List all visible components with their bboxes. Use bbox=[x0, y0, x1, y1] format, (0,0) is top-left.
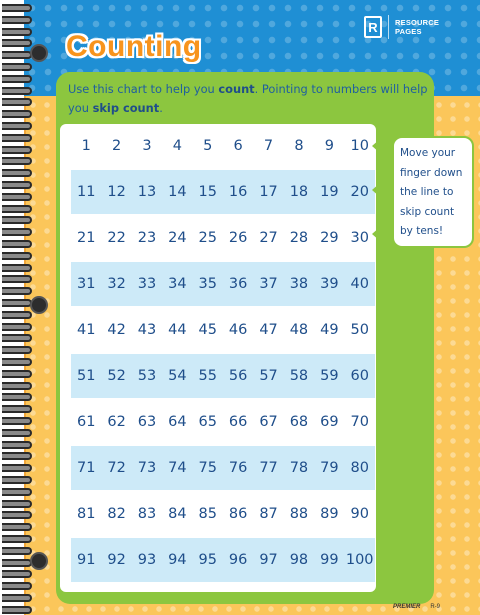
resource-logo-icon: R bbox=[364, 16, 382, 38]
number-cell: 65 bbox=[198, 414, 217, 430]
number-cell: 16 bbox=[228, 184, 248, 200]
number-cell: 72 bbox=[107, 460, 126, 476]
resource-pages-badge bbox=[364, 10, 466, 44]
number-cell: 31 bbox=[76, 276, 96, 292]
spiral-coil bbox=[2, 4, 32, 12]
number-cell: 88 bbox=[289, 506, 309, 522]
chart-row bbox=[71, 446, 375, 490]
page-title: Counting bbox=[66, 30, 202, 63]
spiral-coil bbox=[2, 547, 32, 555]
chart-row bbox=[71, 538, 375, 582]
number-cell: 3 bbox=[142, 138, 152, 154]
number-cell: 85 bbox=[198, 506, 217, 522]
number-cell: 82 bbox=[107, 506, 126, 522]
spiral-coil bbox=[2, 582, 32, 590]
number-cell: 55 bbox=[198, 368, 217, 384]
number-cell: 91 bbox=[76, 552, 96, 568]
page-number: R-9 bbox=[430, 604, 440, 610]
spiral-coil bbox=[2, 311, 32, 319]
spiral-coil bbox=[2, 358, 32, 366]
number-cell: 10 bbox=[350, 138, 369, 154]
spiral-coil bbox=[2, 240, 32, 248]
number-cell: 2 bbox=[111, 138, 122, 154]
number-cell: 48 bbox=[289, 322, 309, 338]
number-cell: 52 bbox=[107, 368, 126, 384]
number-cell: 59 bbox=[320, 368, 339, 384]
spiral-coil bbox=[2, 51, 32, 59]
spiral-coil bbox=[2, 535, 32, 543]
number-cell: 77 bbox=[259, 460, 278, 476]
number-cell: 74 bbox=[168, 460, 187, 476]
number-cell: 44 bbox=[168, 322, 187, 338]
number-cell: 4 bbox=[172, 138, 182, 154]
spiral-coil bbox=[2, 393, 32, 401]
number-cell: 92 bbox=[107, 552, 126, 568]
number-cell: 80 bbox=[350, 460, 369, 476]
number-cell: 61 bbox=[76, 414, 96, 430]
number-cell: 78 bbox=[289, 460, 309, 476]
number-cell: 58 bbox=[289, 368, 309, 384]
spiral-coil bbox=[2, 382, 32, 390]
number-cell: 53 bbox=[137, 368, 157, 384]
spiral-coil bbox=[2, 334, 32, 342]
spiral-coil bbox=[2, 169, 32, 177]
number-cell: 97 bbox=[259, 552, 278, 568]
chart-row bbox=[71, 170, 375, 214]
number-cell: 12 bbox=[107, 184, 126, 200]
spiral-coil bbox=[2, 63, 32, 71]
number-cell: 60 bbox=[350, 368, 369, 384]
chart-row bbox=[71, 354, 375, 398]
spiral-coil bbox=[2, 370, 32, 378]
number-cell: 98 bbox=[289, 552, 309, 568]
spiral-coil bbox=[2, 39, 32, 47]
number-cell: 100 bbox=[345, 552, 374, 568]
number-cell: 18 bbox=[289, 184, 309, 200]
number-cell: 67 bbox=[259, 414, 278, 430]
chart-row bbox=[71, 262, 375, 306]
number-cell: 11 bbox=[76, 184, 96, 200]
number-cell: 76 bbox=[228, 460, 248, 476]
number-cell: 93 bbox=[137, 552, 157, 568]
spiral-coil bbox=[2, 594, 32, 602]
number-cell: 94 bbox=[168, 552, 187, 568]
instructions-text bbox=[68, 80, 428, 118]
number-cell: 56 bbox=[228, 368, 248, 384]
spiral-coil bbox=[2, 523, 32, 531]
spiral-coil bbox=[2, 193, 32, 201]
spiral-coil bbox=[2, 146, 32, 154]
spiral-coil bbox=[2, 205, 32, 213]
number-cell: 64 bbox=[168, 414, 187, 430]
spiral-coil bbox=[2, 429, 32, 437]
number-cell: 5 bbox=[203, 138, 213, 154]
number-cell: 96 bbox=[228, 552, 248, 568]
page-footer bbox=[393, 604, 440, 610]
number-cell: 39 bbox=[320, 276, 339, 292]
publisher-logo: PREMIER bbox=[392, 604, 421, 610]
spiral-coil bbox=[2, 559, 32, 567]
spiral-coil bbox=[2, 110, 32, 118]
number-cell: 70 bbox=[350, 414, 369, 430]
instructions-bold-count: count bbox=[218, 82, 255, 96]
number-cell: 79 bbox=[320, 460, 339, 476]
number-cell: 54 bbox=[168, 368, 187, 384]
number-cell: 69 bbox=[320, 414, 339, 430]
number-cell: 95 bbox=[198, 552, 217, 568]
spiral-coil bbox=[2, 323, 32, 331]
number-cell: 75 bbox=[198, 460, 217, 476]
spiral-coil bbox=[2, 606, 32, 614]
number-cell: 63 bbox=[137, 414, 157, 430]
instructions-part1: Use this chart to help you bbox=[68, 82, 219, 96]
number-cell: 36 bbox=[228, 276, 248, 292]
spiral-coil bbox=[2, 464, 32, 472]
spiral-coil bbox=[2, 16, 32, 24]
number-cell: 8 bbox=[294, 138, 304, 154]
number-cell: 51 bbox=[76, 368, 96, 384]
spiral-coil bbox=[2, 299, 32, 307]
number-cell: 84 bbox=[168, 506, 187, 522]
spiral-coil bbox=[2, 28, 32, 36]
number-cell: 21 bbox=[76, 230, 96, 246]
spiral-coil bbox=[2, 511, 32, 519]
number-cell: 9 bbox=[324, 138, 334, 154]
chart-row bbox=[71, 492, 375, 536]
number-cell: 22 bbox=[107, 230, 126, 246]
spiral-coil bbox=[2, 476, 32, 484]
spiral-coil bbox=[2, 452, 32, 460]
hundreds-chart bbox=[60, 124, 376, 592]
binder-hole bbox=[30, 296, 48, 314]
number-cell: 24 bbox=[168, 230, 187, 246]
number-cell: 23 bbox=[137, 230, 157, 246]
number-cell: 68 bbox=[289, 414, 309, 430]
chart-row bbox=[71, 400, 375, 444]
spiral-coil bbox=[2, 87, 32, 95]
binder-hole bbox=[30, 552, 48, 570]
number-cell: 33 bbox=[137, 276, 157, 292]
number-cell: 1 bbox=[81, 138, 91, 154]
chart-row bbox=[71, 308, 375, 352]
number-cell: 7 bbox=[263, 138, 274, 154]
number-cell: 15 bbox=[198, 184, 217, 200]
number-cell: 30 bbox=[350, 230, 369, 246]
spiral-coil bbox=[2, 500, 32, 508]
badge-label: RESOURCE PAGES bbox=[395, 18, 440, 36]
spiral-coil bbox=[2, 275, 32, 283]
arrow-left-icon-row-10 bbox=[372, 139, 392, 153]
number-cell: 26 bbox=[228, 230, 248, 246]
chart-row bbox=[71, 124, 375, 168]
number-cell: 29 bbox=[320, 230, 339, 246]
spiral-coil bbox=[2, 228, 32, 236]
callout-text: Move your finger down the line to skip count by tens! bbox=[400, 147, 463, 237]
spiral-coil bbox=[2, 181, 32, 189]
spiral-coil bbox=[2, 405, 32, 413]
number-cell: 14 bbox=[168, 184, 187, 200]
arrow-left-icon-row-20 bbox=[372, 183, 392, 197]
number-cell: 62 bbox=[107, 414, 126, 430]
number-cell: 28 bbox=[289, 230, 309, 246]
spiral-coil bbox=[2, 570, 32, 578]
chart-row bbox=[71, 216, 375, 260]
number-cell: 34 bbox=[168, 276, 187, 292]
number-cell: 17 bbox=[259, 184, 278, 200]
spiral-coil bbox=[2, 488, 32, 496]
spiral-coil bbox=[2, 157, 32, 165]
number-cell: 87 bbox=[259, 506, 278, 522]
instructions-part3: . bbox=[159, 101, 163, 115]
number-cell: 20 bbox=[350, 184, 369, 200]
number-cell: 57 bbox=[259, 368, 278, 384]
binder-hole bbox=[30, 44, 48, 62]
number-cell: 6 bbox=[233, 138, 243, 154]
number-cell: 40 bbox=[350, 276, 369, 292]
number-cell: 66 bbox=[228, 414, 248, 430]
number-cell: 50 bbox=[350, 322, 369, 338]
spiral-coil bbox=[2, 216, 32, 224]
number-cell: 73 bbox=[137, 460, 157, 476]
spiral-coil bbox=[2, 264, 32, 272]
spiral-binding bbox=[0, 0, 34, 615]
instructions-bold-skip-count: skip count bbox=[92, 101, 160, 115]
spiral-coil bbox=[2, 122, 32, 130]
spiral-coil bbox=[2, 98, 32, 106]
number-cell: 81 bbox=[76, 506, 96, 522]
number-cell: 19 bbox=[320, 184, 339, 200]
number-cell: 41 bbox=[76, 322, 96, 338]
badge-divider bbox=[388, 15, 389, 39]
spiral-coil bbox=[2, 75, 32, 83]
number-cell: 90 bbox=[350, 506, 369, 522]
number-cell: 42 bbox=[107, 322, 126, 338]
number-cell: 89 bbox=[320, 506, 339, 522]
number-cell: 32 bbox=[107, 276, 126, 292]
spiral-coil bbox=[2, 417, 32, 425]
spiral-coil bbox=[2, 287, 32, 295]
skip-count-callout bbox=[392, 136, 474, 248]
spiral-coil bbox=[2, 252, 32, 260]
number-cell: 38 bbox=[289, 276, 309, 292]
number-cell: 99 bbox=[320, 552, 339, 568]
spiral-coil bbox=[2, 134, 32, 142]
number-cell: 83 bbox=[137, 506, 157, 522]
spiral-coil bbox=[2, 346, 32, 354]
number-cell: 86 bbox=[228, 506, 248, 522]
number-cell: 49 bbox=[320, 322, 339, 338]
arrow-left-icon-row-30 bbox=[372, 227, 392, 241]
number-cell: 37 bbox=[259, 276, 278, 292]
spiral-coil bbox=[2, 441, 32, 449]
number-cell: 46 bbox=[228, 322, 248, 338]
number-cell: 47 bbox=[259, 322, 278, 338]
number-cell: 27 bbox=[259, 230, 278, 246]
number-cell: 71 bbox=[76, 460, 96, 476]
number-cell: 13 bbox=[137, 184, 157, 200]
number-cell: 25 bbox=[198, 230, 217, 246]
number-cell: 43 bbox=[137, 322, 157, 338]
number-cell: 45 bbox=[198, 322, 217, 338]
instructions-part2: . Pointing to numbers will help you bbox=[68, 82, 428, 115]
number-cell: 35 bbox=[198, 276, 217, 292]
